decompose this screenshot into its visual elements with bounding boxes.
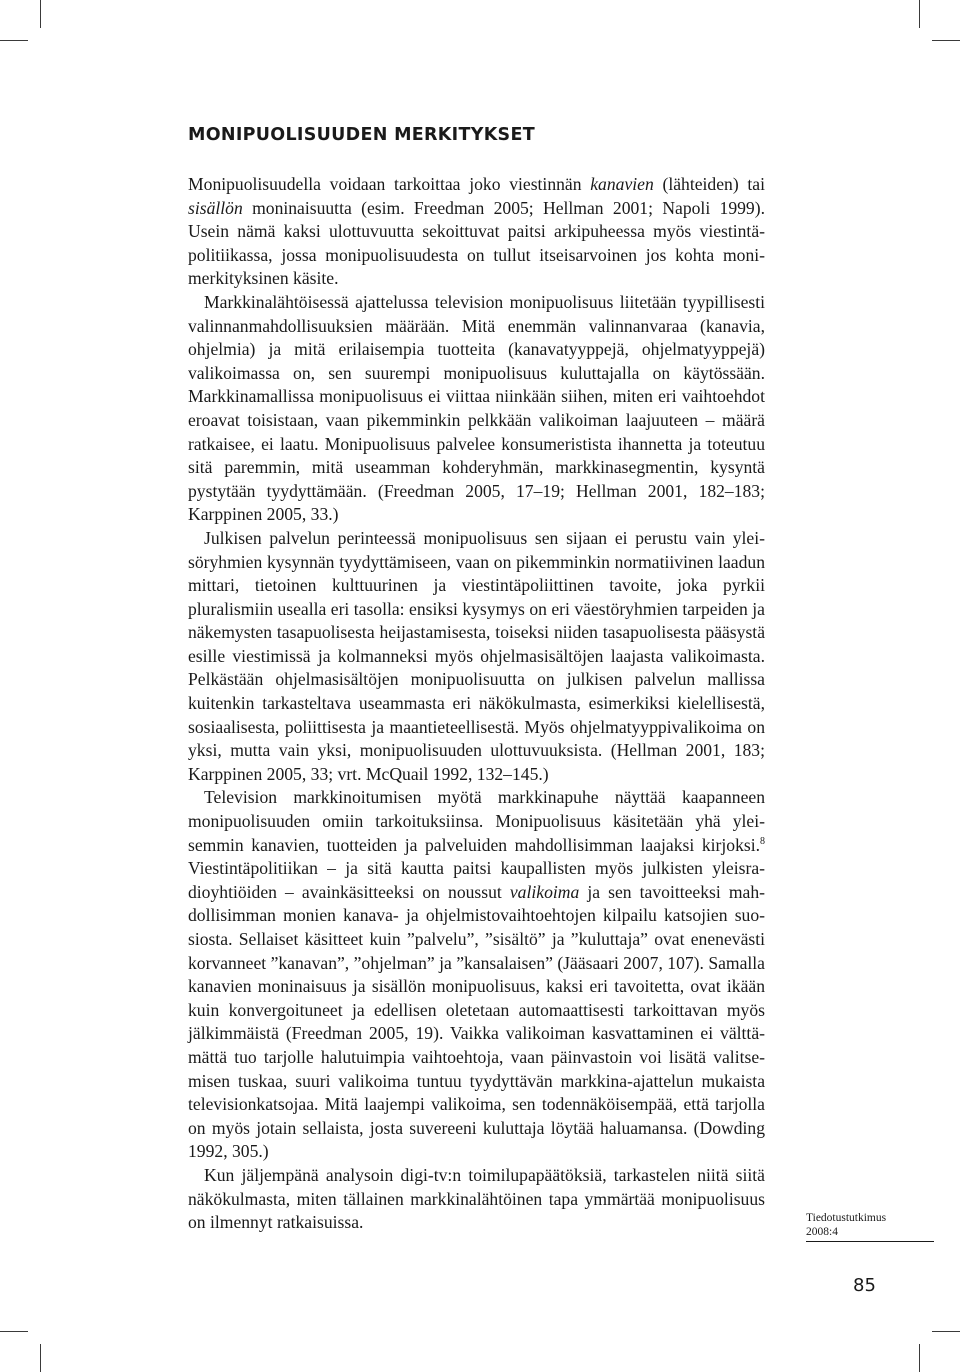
crop-mark-bottom-left bbox=[40, 1344, 41, 1372]
crop-mark-top-left-horizontal bbox=[0, 40, 28, 41]
crop-mark-bottom-right bbox=[919, 1344, 920, 1372]
footer-divider bbox=[806, 1241, 934, 1242]
crop-mark-top-right bbox=[919, 0, 920, 28]
paragraph-4-text-b: Viestintäpolitiikan – ja sitä kautta paitsi kaupallisten myös julkisten yleisradioyhtiöiden – avainkäsitteeksi on noussut bbox=[188, 858, 765, 902]
section-heading: MONIPUOLISUUDEN MERKITYKSET bbox=[188, 125, 535, 145]
page-number: 85 bbox=[853, 1275, 876, 1296]
paragraph-1-text-c: moninaisuutta (esim. Freedman 2005; Hellman 2001; Napoli 1999). Usein nämä kaksi ulottuvuutta sekoittuvat paitsi arkipuheessa myös viestintäpolitiikassa, jossa monipuolisuudesta on tullut itseisarvoinen jos kohta monimerkityksinen käsite. bbox=[188, 197, 765, 289]
paragraph-1-text-a: Monipuolisuudella voidaan tarkoittaa joko viestinnän bbox=[188, 174, 591, 194]
paragraph-4 bbox=[188, 786, 765, 1164]
footer-publication-info bbox=[806, 1211, 934, 1239]
emphasis-sisallon: sisällön bbox=[188, 197, 243, 218]
crop-mark-bottom-right-horizontal bbox=[932, 1331, 960, 1332]
footer-issue: 2008:4 bbox=[806, 1226, 838, 1238]
emphasis-valikoima: valikoima bbox=[509, 881, 580, 902]
footnote-reference[interactable]: 8 bbox=[760, 835, 765, 847]
emphasis-kanavien: kanavien bbox=[590, 174, 654, 194]
paragraph-1-text-b: (lähteiden) tai bbox=[653, 174, 765, 194]
crop-mark-top-right-horizontal bbox=[932, 40, 960, 41]
paragraph-5: Kun jäljempänä analysoin digi-tv:n toimilupapäätöksiä, tarkastelen niitä siitä näkökulmasta, miten tällainen markkinalähtöinen tapa ymmärtää monipuolisuus on ilmennyt ratkaisuissa. bbox=[188, 1164, 765, 1233]
footer-publication-name: Tiedotustutkimus bbox=[806, 1212, 887, 1224]
body-text bbox=[188, 173, 765, 1235]
paragraph-4-text-c: ja sen tavoitteeksi mahdollisimman monien kanava- ja ohjelmistovaihtoehtojen kilpailu katsojien suosiosta. Sellaiset käsitteet kuin ”palvelu”, ”sisältö” ja ”kuluttaja” ovat enenevästi korvanneet ”kanavan”, ”ohjelman” ja ”kansalaisen” (Jääsaari 2007, 107). Samalla kanavien moninaisuus ja sisällön monipuolisuus, kaksi eri tavoitetta, ovat ikään kuin konvergoituneet ja edellisen oletetaan automaattisesti tarkoittavan myös jälkimmäistä (Freedman 2005, 19). Vaikka valikoiman kasvattaminen ei välttämättä tuo tarjolle halutuimpia vaihtoehtoja, vaan päinvastoin voi lisätä valitsemisen tuskaa, suuri valikoima tuntuu tyydyttävän markkina-ajattelun mukaista televisionkatsojaa. Mitä laajempi valikoima, sen todennäköisempää, että tarjolla on myös jotain sellaista, josta suvereeni kuluttaja löytää haluamansa. (Dowding 1992, 305.) bbox=[188, 881, 765, 1162]
paragraph-2: Markkinalähtöisessä ajattelussa television monipuolisuus liitetään tyypillisesti valinnanmahdollisuuksien määrään. Mitä enemmän valinnanvaraa (kanavia, ohjelmia) ja mitä erilaisempia tuotteita (kanavatyyppejä, ohjelmatyyppejä) valikoimassa on, sen suurempi monipuolisuus kuluttajalla on käytössään. Markkinamallissa monipuolisuus ei viittaa niinkään siihen, miten eri vaihtoehdot eroavat toisistaan, vaan pikemminkin pelkkään valikoiman laajuuteen – määrä ratkaisee, ei laatu. Monipuolisuus palvelee konsumeristista ihannetta ja toteutuu sitä paremmin, mitä useamman kohderyhmän, markkinasegmentin, kysyntä pystytään tyydyttämään. (Freedman 2005, 17–19; Hellman 2001, 182–183; Karppinen 2005, 33.) bbox=[188, 291, 765, 525]
crop-mark-top-left bbox=[40, 0, 41, 28]
paragraph-4-text-a: Television markkinoitumisen myötä markkinapuhe näyttää kaapanneen monipuolisuuden omiin tarkoituksiinsa. Monipuolisuus käsitetään yhä yleisemmin kanavien, tuotteiden ja palveluiden mahdollisimman laajaksi kirjoksi. bbox=[188, 787, 765, 855]
paragraph-3: Julkisen palvelun perinteessä monipuolisuus sen sijaan ei perustu vain yleisöryhmien kysynnän tyydyttämiseen, vaan on pikemminkin normatiivinen laadun mittari, tietoinen kulttuurinen ja viestintäpoliittinen tavoite, joka pyrkii pluralismiin usealla eri tasolla: ensiksi kysymys on eri väestöryhmien tarpeiden ja näkemysten tasapuolisesta heijastamisesta, toiseksi niiden tasapuolisesta pääsystä esille viestimissä ja kolmanneksi myös ohjelmasisältöjen laajasta valikoimasta. Pelkästään ohjelmasisältöjen monipuolisuutta on julkisen palvelun mallissa kuitenkin tarkasteltava useammasta eri näkökulmasta, esimerkiksi kielellisestä, sosiaalisesta, poliittisesta ja maantieteellisestä. Myös ohjelmatyyppivalikoima on yksi, mutta vain yksi, monipuolisuuden ulottuvuuksista. (Hellman 2001, 183; Karppinen 2005, 33; vrt. McQuail 1992, 132–145.) bbox=[188, 527, 765, 784]
paragraph-1 bbox=[188, 173, 765, 291]
crop-mark-bottom-left-horizontal bbox=[0, 1331, 28, 1332]
